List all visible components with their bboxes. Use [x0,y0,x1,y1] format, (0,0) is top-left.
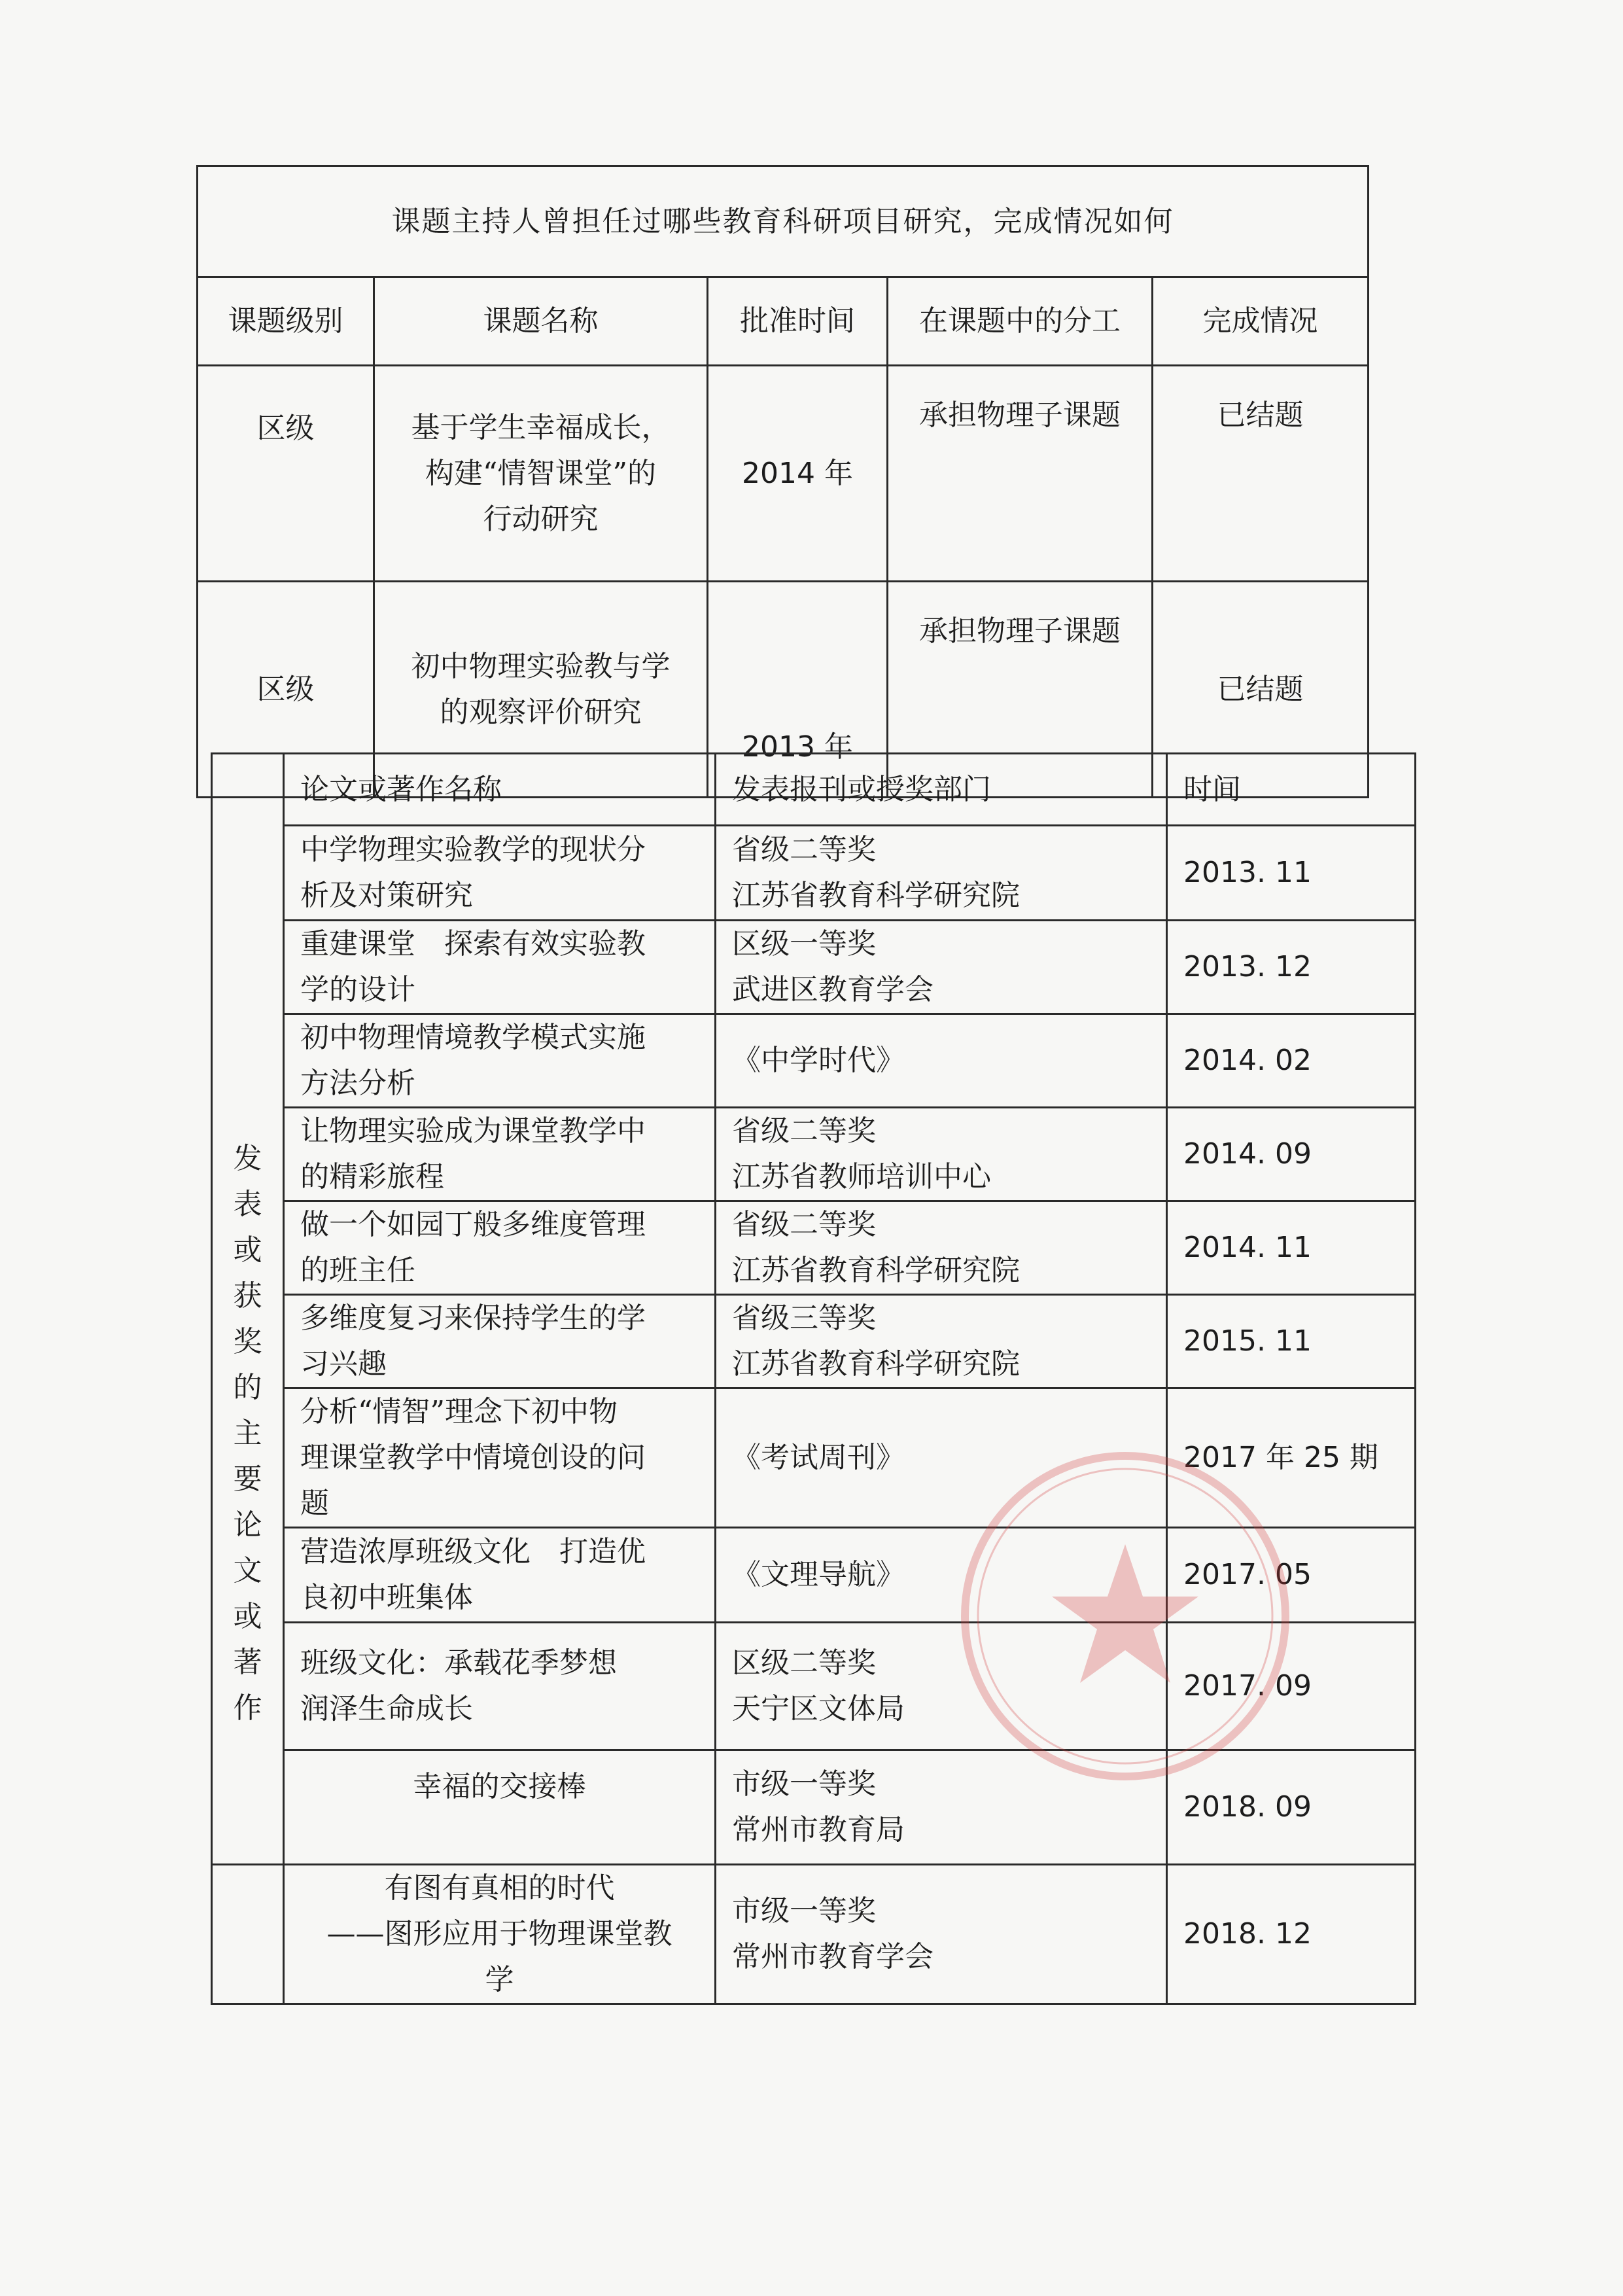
project-name: 初中物理实验教与学 的观察评价研究 [374,582,708,798]
col-header-time: 时间 [1167,754,1416,826]
project-role: 承担物理子课题 [888,582,1153,798]
paper-title: 初中物理情境教学模式实施 方法分析 [284,1014,716,1108]
paper-time: 2017. 05 [1167,1528,1416,1623]
paper-time: 2013. 11 [1167,826,1416,921]
paper-title: 中学物理实验教学的现状分 析及对策研究 [284,826,716,921]
project-name: 基于学生幸福成长， 构建“情智课堂”的 行动研究 [374,366,708,582]
paper-time: 2013. 12 [1167,921,1416,1014]
project-status: 已结题 [1153,366,1369,582]
paper-row [212,826,1416,921]
paper-dept: 区级二等奖 天宁区文体局 [716,1623,1167,1750]
project-role: 承担物理子课题 [888,366,1153,582]
paper-row [212,1295,1416,1388]
paper-title: 多维度复习来保持学生的学 习兴趣 [284,1295,716,1388]
paper-title: 做一个如园丁般多维度管理 的班主任 [284,1201,716,1295]
section-question: 课题主持人曾担任过哪些教育科研项目研究，完成情况如何 [198,166,1369,277]
papers-side-label: 发表或获奖的主要论文或著作 [212,754,284,1865]
paper-title: 班级文化：承载花季梦想 润泽生命成长 [284,1623,716,1750]
paper-title: 分析“情智”理念下初中物 理课堂教学中情境创设的问 题 [284,1388,716,1528]
paper-dept: 市级一等奖 常州市教育学会 [716,1865,1167,2004]
paper-time: 2014. 09 [1167,1108,1416,1201]
col-header-date: 批准时间 [708,277,888,366]
paper-row [212,1014,1416,1108]
paper-dept: 《文理导航》 [716,1528,1167,1623]
paper-dept: 《考试周刊》 [716,1388,1167,1528]
project-level: 区级 [198,582,374,798]
col-header-title: 论文或著作名称 [284,754,716,826]
papers-table [211,752,1416,2005]
paper-time: 2017 年 25 期 [1167,1388,1416,1528]
paper-row [212,1201,1416,1295]
paper-row [212,1865,1416,2004]
col-header-level: 课题级别 [198,277,374,366]
project-date: 2013 年 [708,582,888,798]
paper-title: 让物理实验成为课堂教学中 的精彩旅程 [284,1108,716,1201]
paper-title: 重建课堂 探索有效实验教 学的设计 [284,921,716,1014]
col-header-status: 完成情况 [1153,277,1369,366]
papers-side-blank [212,1865,284,2004]
paper-dept: 省级二等奖 江苏省教育科学研究院 [716,826,1167,921]
paper-dept: 《中学时代》 [716,1014,1167,1108]
projects-table [196,165,1369,798]
paper-time: 2017. 09 [1167,1623,1416,1750]
col-header-name: 课题名称 [374,277,708,366]
paper-title: 营造浓厚班级文化 打造优 良初中班集体 [284,1528,716,1623]
project-status: 已结题 [1153,582,1369,798]
paper-dept: 省级三等奖 江苏省教育科学研究院 [716,1295,1167,1388]
paper-title: 幸福的交接棒 [284,1750,716,1865]
paper-dept: 市级一等奖 常州市教育局 [716,1750,1167,1865]
col-header-dept: 发表报刊或授奖部门 [716,754,1167,826]
paper-time: 2015. 11 [1167,1295,1416,1388]
paper-row [212,921,1416,1014]
paper-title: 有图有真相的时代 ——图形应用于物理课堂教 学 [284,1865,716,2004]
project-row [198,366,1369,582]
official-seal-stamp [955,1446,1295,1786]
project-date: 2014 年 [708,366,888,582]
paper-row [212,1108,1416,1201]
paper-dept: 省级二等奖 江苏省教师培训中心 [716,1108,1167,1201]
paper-dept: 区级一等奖 武进区教育学会 [716,921,1167,1014]
paper-time: 2014. 11 [1167,1201,1416,1295]
paper-time: 2014. 02 [1167,1014,1416,1108]
project-level: 区级 [198,366,374,582]
col-header-role: 在课题中的分工 [888,277,1153,366]
paper-dept: 省级二等奖 江苏省教育科学研究院 [716,1201,1167,1295]
paper-time: 2018. 09 [1167,1750,1416,1865]
paper-time: 2018. 12 [1167,1865,1416,2004]
